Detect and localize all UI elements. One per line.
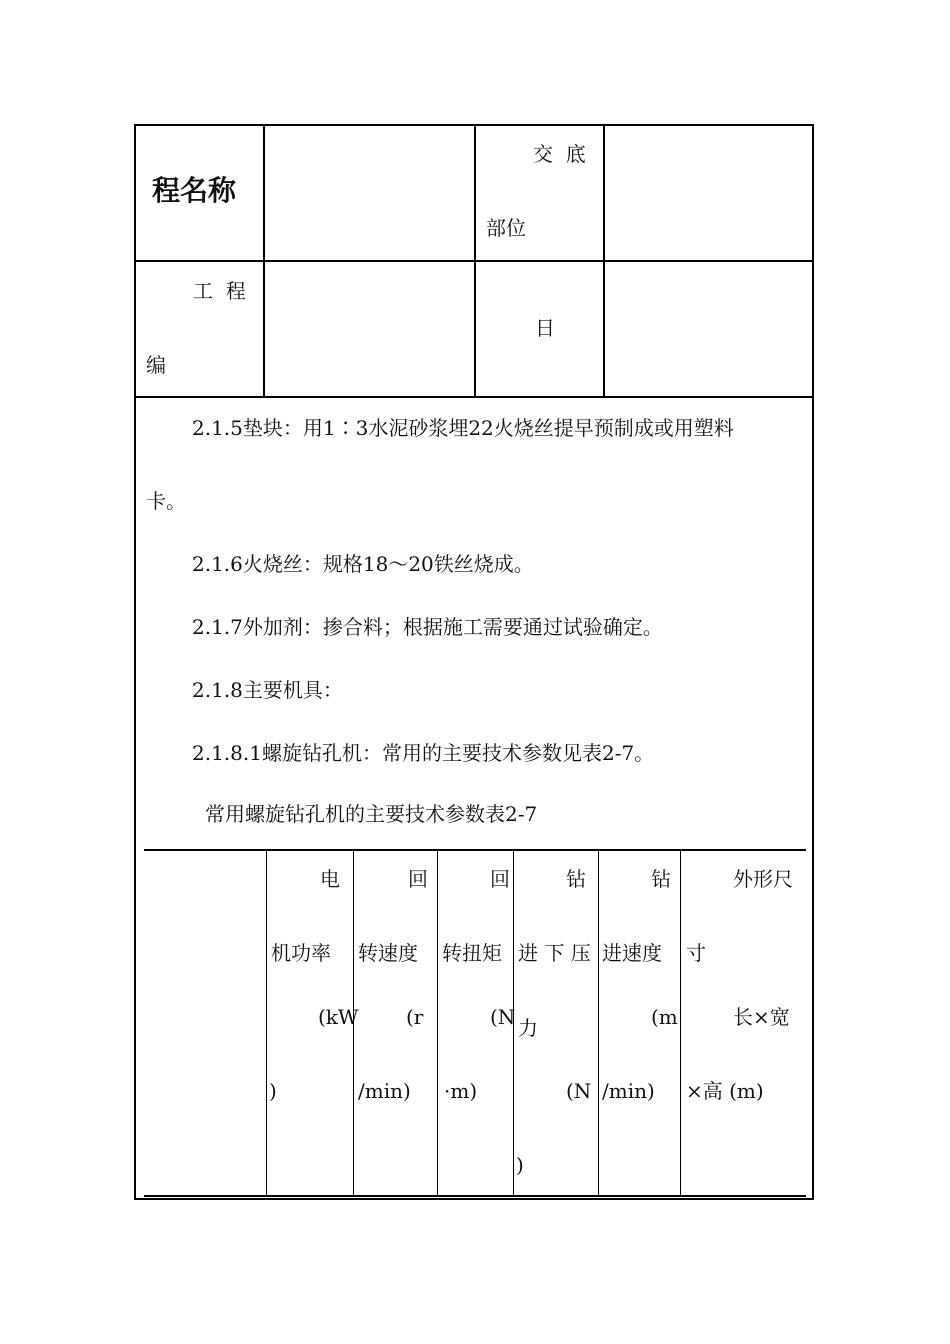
col4-line2: 进 下 压	[518, 941, 591, 965]
disclosure-label-top: 交 底	[533, 142, 586, 166]
col2-line3: (r	[406, 1005, 424, 1029]
table-bottom-rule	[144, 1195, 806, 1197]
header-col-divider-3	[603, 124, 605, 398]
col4-line1: 钻	[566, 867, 586, 891]
header-col-divider-1	[263, 124, 265, 398]
col3-line2: 转扭矩	[442, 941, 502, 965]
paragraph-2-1-5: 2.1.5垫块：用1∶3水泥砂浆埋22火烧丝提早预制成或用塑料	[192, 416, 734, 440]
col4-line5: )	[516, 1153, 524, 1177]
col1-line1: 电	[320, 867, 340, 891]
col1-line4: )	[269, 1079, 277, 1103]
paragraph-2-1-8-1: 2.1.8.1螺旋钻孔机：常用的主要技术参数见表2-7。	[192, 741, 655, 765]
col4-line4: (N	[566, 1079, 592, 1103]
col6-line2: 寸	[686, 941, 706, 965]
paragraph-2-1-6: 2.1.6火烧丝：规格18～20铁丝烧成。	[192, 552, 534, 576]
table-col-divider-3	[437, 850, 438, 1196]
col6-line4: ×高 (m)	[686, 1079, 764, 1103]
table-col-divider-6	[680, 850, 681, 1196]
paragraph-2-1-5-cont: 卡。	[146, 489, 186, 513]
col5-line3: (m	[651, 1005, 678, 1029]
col5-line2: 进速度	[602, 941, 662, 965]
col5-line4: /min)	[602, 1079, 655, 1103]
col2-line2: 转速度	[358, 941, 418, 965]
date-label: 日	[535, 316, 555, 340]
table-col-divider-1	[266, 850, 267, 1196]
col3-line4: ·m)	[444, 1079, 478, 1103]
col6-line1: 外形尺	[733, 867, 793, 891]
paragraph-2-1-8: 2.1.8主要机具：	[192, 678, 343, 702]
col6-line3: 长×宽	[733, 1005, 790, 1029]
paragraph-2-1-7: 2.1.7外加剂：掺合料；根据施工需要通过试验确定。	[192, 615, 663, 639]
header-col-divider-2	[474, 124, 476, 398]
col1-line2: 机功率	[271, 941, 331, 965]
table-col-divider-5	[598, 850, 599, 1196]
col5-line1: 钻	[651, 867, 671, 891]
project-code-label-bottom: 编	[146, 353, 166, 377]
col3-line3: (N	[490, 1005, 516, 1029]
project-code-label-top: 工 程	[193, 279, 246, 303]
col2-line4: /min)	[358, 1079, 411, 1103]
col1-line3: (kW	[318, 1005, 359, 1029]
col2-line1: 回	[408, 867, 428, 891]
table-top-rule	[144, 849, 806, 851]
col3-line1: 回	[490, 867, 510, 891]
table-caption: 常用螺旋钻孔机的主要技术参数表2-7	[205, 802, 538, 826]
disclosure-label-bottom: 部位	[486, 216, 526, 240]
project-name-label: 程名称	[152, 174, 237, 207]
col4-line3: 力	[518, 1016, 538, 1040]
